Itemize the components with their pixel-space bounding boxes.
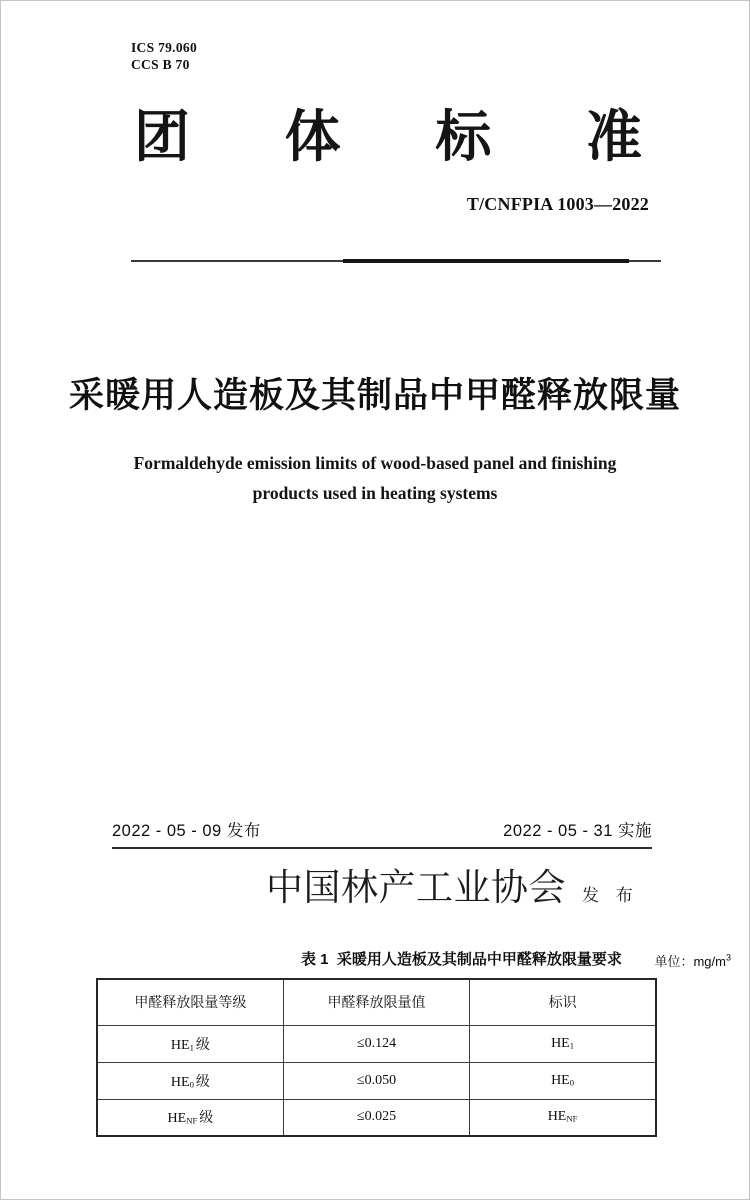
table-unit-text: 单位：mg/m [654, 954, 726, 969]
document-type-title [134, 105, 642, 169]
issue-date: 2022 - 05 - 09 发布 [112, 822, 261, 840]
publish-label: 发 布 [582, 885, 639, 905]
emission-limits-table [96, 978, 657, 1137]
mark-cell [470, 1025, 656, 1062]
grade-suffix: 级 [195, 1037, 210, 1053]
standard-number: T/CNFPIA 1003—2022 [466, 194, 649, 214]
table-row [97, 1099, 656, 1136]
limit-value-cell: ≤0.124 [283, 1025, 469, 1062]
classification-codes [131, 39, 197, 73]
grade-base: HE [167, 1111, 187, 1127]
doc-type-char: 准 [585, 105, 642, 168]
grade-suffix: 级 [195, 1074, 210, 1090]
grade-suffix: 级 [199, 1111, 214, 1127]
mark-base: HE [547, 1109, 567, 1125]
doc-type-char: 体 [284, 105, 341, 168]
chinese-title: 采暖用人造板及其制品中甲醛释放限量 [68, 376, 681, 415]
header-divider-rule [131, 260, 661, 262]
english-title [1, 448, 749, 508]
ics-code: ICS 79.060 [131, 40, 198, 55]
dates-row [112, 817, 652, 849]
table-row [97, 1025, 656, 1062]
implement-date: 2022 - 05 - 31 实施 [503, 822, 652, 840]
table-header [97, 979, 656, 1025]
table-row [97, 1062, 656, 1099]
grade-subscript: 0 [189, 1079, 194, 1090]
table-header-row [97, 979, 656, 1025]
english-title-line2: products used in heating systems [252, 483, 498, 503]
english-title-line1: Formaldehyde emission limits of wood-based panel and finishing [133, 453, 617, 473]
grade-subscript: NF [186, 1115, 198, 1126]
column-header-mark: 标识 [470, 979, 656, 1025]
grade-base: HE [170, 1074, 190, 1090]
grade-subscript: 1 [189, 1042, 194, 1053]
mark-base: HE [551, 1035, 570, 1051]
grade-cell [97, 1062, 283, 1099]
doc-type-char: 团 [134, 105, 190, 168]
table-body [97, 1025, 656, 1136]
header-divider-rule-thick-segment [343, 259, 629, 263]
mark-subscript: 0 [569, 1077, 575, 1088]
table-unit-superscript: 3 [725, 952, 731, 963]
doc-type-char: 标 [435, 105, 492, 168]
mark-subscript: NF [566, 1113, 578, 1124]
publisher-name: 中国林产工业协会 [266, 867, 566, 908]
grade-cell [97, 1099, 283, 1136]
grade-base: HE [170, 1037, 190, 1053]
table-unit-label [654, 951, 731, 970]
limit-value-cell: ≤0.050 [283, 1062, 469, 1099]
publisher-row [266, 865, 639, 911]
column-header-grade: 甲醛释放限量等级 [97, 979, 283, 1025]
column-header-limit-value: 甲醛释放限量值 [283, 979, 469, 1025]
mark-subscript: 1 [569, 1040, 575, 1051]
mark-cell [470, 1099, 656, 1136]
grade-cell [97, 1025, 283, 1062]
mark-base: HE [551, 1072, 570, 1088]
table-caption: 表 1 采暖用人造板及其制品中甲醛释放限量要求 [301, 951, 622, 968]
ccs-code: CCS B 70 [131, 57, 190, 72]
mark-cell [470, 1062, 656, 1099]
limit-value-cell: ≤0.025 [283, 1099, 469, 1136]
